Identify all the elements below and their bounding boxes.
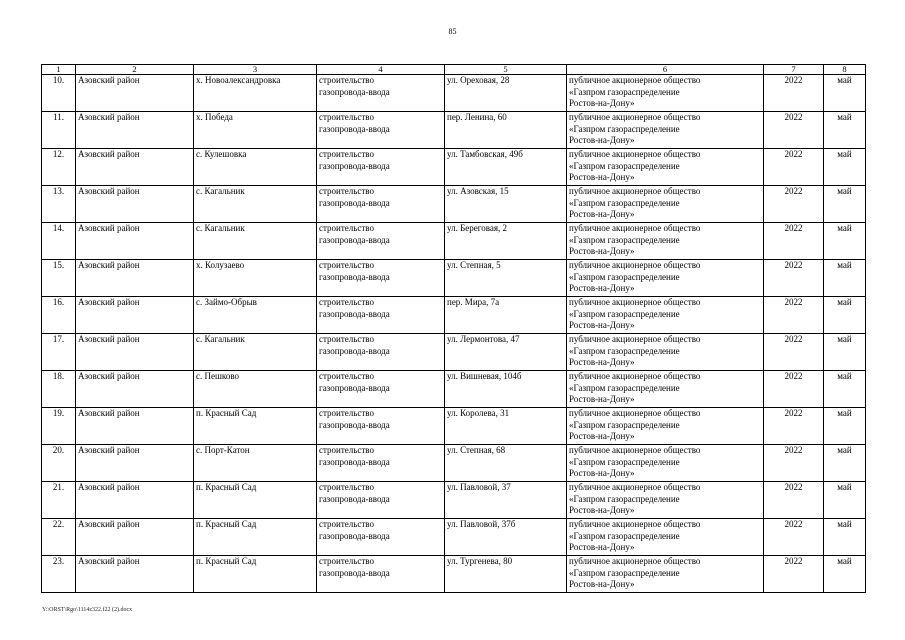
- work-type-cell-line: строительство: [319, 445, 374, 455]
- locality-cell-line: п. Красный Сад: [196, 556, 257, 566]
- row-number: [42, 223, 76, 260]
- year-cell-line: 2022: [784, 445, 803, 455]
- district-cell: [76, 408, 194, 445]
- locality-cell: [194, 75, 317, 112]
- table-row: [42, 297, 866, 334]
- work-type-cell-line: газопровода-ввода: [319, 456, 390, 467]
- organization-cell: [567, 482, 764, 519]
- work-type-cell-line: строительство: [319, 556, 374, 566]
- organization-cell: [567, 186, 764, 223]
- month-cell-line: май: [837, 149, 852, 159]
- district-cell-line: Азовский район: [78, 408, 140, 418]
- year-cell-line: 2022: [784, 519, 803, 529]
- district-cell-line: Азовский район: [78, 223, 140, 233]
- work-type-cell-line: строительство: [319, 223, 374, 233]
- address-cell: [445, 186, 567, 223]
- locality-cell: [194, 112, 317, 149]
- address-cell-line: ул. Степная, 5: [447, 260, 501, 270]
- organization-cell-line: «Газпром газораспределение: [569, 86, 680, 97]
- year-cell: [764, 297, 824, 334]
- address-cell-line: ул. Степная, 68: [447, 445, 506, 455]
- district-cell: [76, 445, 194, 482]
- work-type-cell-line: газопровода-ввода: [319, 493, 390, 504]
- organization-cell-line: Ростов-на-Дону»: [569, 172, 635, 182]
- gasification-table: [41, 64, 866, 593]
- district-cell-line: Азовский район: [78, 186, 140, 196]
- column-number: 5: [445, 65, 567, 75]
- year-cell: [764, 75, 824, 112]
- organization-cell-line: Ростов-на-Дону»: [569, 209, 635, 219]
- address-cell: [445, 149, 567, 186]
- district-cell-line: Азовский район: [78, 519, 140, 529]
- month-cell: [824, 75, 866, 112]
- locality-cell-line: п. Красный Сад: [196, 408, 257, 418]
- address-cell-line: пер. Мира, 7а: [447, 297, 500, 307]
- year-cell-line: 2022: [784, 260, 803, 270]
- organization-cell-line: «Газпром газораспределение: [569, 271, 680, 282]
- address-cell: [445, 482, 567, 519]
- table-row: [42, 371, 866, 408]
- organization-cell-line: публичное акционерное общество: [569, 408, 701, 418]
- month-cell: [824, 112, 866, 149]
- year-cell-line: 2022: [784, 75, 803, 85]
- year-cell-line: 2022: [784, 556, 803, 566]
- address-cell: [445, 75, 567, 112]
- work-type-cell-line: газопровода-ввода: [319, 419, 390, 430]
- district-cell: [76, 75, 194, 112]
- address-cell: [445, 556, 567, 593]
- organization-cell-line: Ростов-на-Дону»: [569, 579, 635, 589]
- work-type-cell-line: газопровода-ввода: [319, 382, 390, 393]
- row-number-line: 13.: [52, 186, 65, 196]
- year-cell-line: 2022: [784, 371, 803, 381]
- year-cell: [764, 223, 824, 260]
- work-type-cell-line: газопровода-ввода: [319, 308, 390, 319]
- locality-cell: [194, 445, 317, 482]
- row-number: [42, 260, 76, 297]
- locality-cell-line: с. Пешково: [196, 371, 240, 381]
- address-cell-line: ул. Ореховая, 28: [447, 75, 510, 85]
- district-cell-line: Азовский район: [78, 260, 140, 270]
- page-number: 85: [448, 27, 457, 36]
- address-cell: [445, 223, 567, 260]
- address-cell: [445, 112, 567, 149]
- organization-cell: [567, 519, 764, 556]
- organization-cell: [567, 445, 764, 482]
- footer-file-path: Y:\ORST\Rgo\1114z322.f22 (2).docx: [42, 607, 133, 613]
- organization-cell-line: публичное акционерное общество: [569, 519, 701, 529]
- row-number-line: 18.: [52, 371, 65, 381]
- organization-cell-line: Ростов-на-Дону»: [569, 98, 635, 108]
- month-cell-line: май: [837, 371, 852, 381]
- work-type-cell: [317, 519, 445, 556]
- locality-cell: [194, 482, 317, 519]
- organization-cell-line: публичное акционерное общество: [569, 112, 701, 122]
- locality-cell-line: с. Порт-Катон: [196, 445, 250, 455]
- organization-cell-line: публичное акционерное общество: [569, 371, 701, 381]
- table-row: [42, 445, 866, 482]
- year-cell: [764, 334, 824, 371]
- year-cell-line: 2022: [784, 112, 803, 122]
- organization-cell-line: «Газпром газораспределение: [569, 382, 680, 393]
- address-cell-line: ул. Береговая, 2: [447, 223, 507, 233]
- organization-cell: [567, 223, 764, 260]
- table-row: [42, 482, 866, 519]
- month-cell: [824, 149, 866, 186]
- district-cell-line: Азовский район: [78, 297, 140, 307]
- row-number: [42, 334, 76, 371]
- address-cell-line: пер. Ленина, 60: [447, 112, 507, 122]
- year-cell: [764, 445, 824, 482]
- work-type-cell-line: строительство: [319, 260, 374, 270]
- address-cell: [445, 371, 567, 408]
- district-cell-line: Азовский район: [78, 149, 140, 159]
- organization-cell: [567, 334, 764, 371]
- district-cell: [76, 556, 194, 593]
- row-number: [42, 519, 76, 556]
- address-cell: [445, 297, 567, 334]
- address-cell: [445, 519, 567, 556]
- year-cell-line: 2022: [784, 482, 803, 492]
- row-number-line: 23.: [52, 556, 65, 566]
- work-type-cell: [317, 75, 445, 112]
- month-cell-line: май: [837, 223, 852, 233]
- year-cell: [764, 186, 824, 223]
- work-type-cell: [317, 445, 445, 482]
- district-cell: [76, 371, 194, 408]
- column-number: 7: [764, 65, 824, 75]
- work-type-cell: [317, 408, 445, 445]
- year-cell-line: 2022: [784, 149, 803, 159]
- row-number-line: 22.: [52, 519, 65, 529]
- row-number-line: 19.: [52, 408, 65, 418]
- work-type-cell-line: газопровода-ввода: [319, 86, 390, 97]
- month-cell: [824, 334, 866, 371]
- table-row: [42, 149, 866, 186]
- table-row: [42, 223, 866, 260]
- year-cell-line: 2022: [784, 334, 803, 344]
- locality-cell-line: х. Колузаево: [196, 260, 245, 270]
- organization-cell-line: публичное акционерное общество: [569, 149, 701, 159]
- district-cell: [76, 112, 194, 149]
- locality-cell-line: с. Займо-Обрыв: [196, 297, 257, 307]
- organization-cell-line: публичное акционерное общество: [569, 223, 701, 233]
- organization-cell-line: публичное акционерное общество: [569, 556, 701, 566]
- district-cell-line: Азовский район: [78, 556, 140, 566]
- column-number: 2: [76, 65, 194, 75]
- organization-cell: [567, 112, 764, 149]
- year-cell: [764, 260, 824, 297]
- district-cell-line: Азовский район: [78, 371, 140, 381]
- locality-cell: [194, 186, 317, 223]
- organization-cell-line: «Газпром газораспределение: [569, 123, 680, 134]
- organization-cell-line: Ростов-на-Дону»: [569, 542, 635, 552]
- year-cell-line: 2022: [784, 297, 803, 307]
- locality-cell: [194, 149, 317, 186]
- month-cell-line: май: [837, 556, 852, 566]
- table-row: [42, 75, 866, 112]
- district-cell: [76, 334, 194, 371]
- organization-cell: [567, 297, 764, 334]
- month-cell: [824, 371, 866, 408]
- locality-cell: [194, 260, 317, 297]
- work-type-cell-line: газопровода-ввода: [319, 567, 390, 578]
- organization-cell-line: публичное акционерное общество: [569, 186, 701, 196]
- year-cell: [764, 112, 824, 149]
- year-cell: [764, 519, 824, 556]
- work-type-cell-line: газопровода-ввода: [319, 197, 390, 208]
- month-cell: [824, 519, 866, 556]
- locality-cell: [194, 334, 317, 371]
- month-cell-line: май: [837, 408, 852, 418]
- year-cell-line: 2022: [784, 186, 803, 196]
- column-number: 8: [824, 65, 866, 75]
- organization-cell-line: «Газпром газораспределение: [569, 197, 680, 208]
- row-number: [42, 556, 76, 593]
- organization-cell-line: публичное акционерное общество: [569, 445, 701, 455]
- work-type-cell: [317, 371, 445, 408]
- row-number-line: 15.: [52, 260, 65, 270]
- row-number-line: 17.: [52, 334, 65, 344]
- district-cell: [76, 297, 194, 334]
- address-cell: [445, 445, 567, 482]
- district-cell-line: Азовский район: [78, 75, 140, 85]
- work-type-cell-line: строительство: [319, 408, 374, 418]
- locality-cell: [194, 556, 317, 593]
- month-cell-line: май: [837, 445, 852, 455]
- organization-cell-line: публичное акционерное общество: [569, 334, 701, 344]
- address-cell-line: ул. Тамбовская, 49б: [447, 149, 523, 159]
- column-number: 3: [194, 65, 317, 75]
- locality-cell-line: с. Кулешовка: [196, 149, 247, 159]
- column-number-row: [42, 65, 866, 75]
- organization-cell-line: «Газпром газораспределение: [569, 160, 680, 171]
- table-row: [42, 260, 866, 297]
- address-cell-line: ул. Королева, 31: [447, 408, 510, 418]
- organization-cell-line: «Газпром газораспределение: [569, 234, 680, 245]
- month-cell-line: май: [837, 260, 852, 270]
- organization-cell-line: публичное акционерное общество: [569, 297, 701, 307]
- row-number: [42, 445, 76, 482]
- locality-cell-line: п. Красный Сад: [196, 482, 257, 492]
- row-number: [42, 149, 76, 186]
- year-cell: [764, 482, 824, 519]
- organization-cell-line: публичное акционерное общество: [569, 260, 701, 270]
- address-cell-line: ул. Вишневая, 104б: [447, 371, 522, 381]
- organization-cell-line: Ростов-на-Дону»: [569, 357, 635, 367]
- month-cell: [824, 556, 866, 593]
- district-cell-line: Азовский район: [78, 334, 140, 344]
- work-type-cell-line: строительство: [319, 334, 374, 344]
- locality-cell: [194, 223, 317, 260]
- work-type-cell: [317, 223, 445, 260]
- work-type-cell: [317, 556, 445, 593]
- year-cell-line: 2022: [784, 408, 803, 418]
- organization-cell-line: «Газпром газораспределение: [569, 567, 680, 578]
- row-number: [42, 408, 76, 445]
- work-type-cell-line: газопровода-ввода: [319, 123, 390, 134]
- organization-cell: [567, 75, 764, 112]
- work-type-cell-line: строительство: [319, 371, 374, 381]
- row-number: [42, 297, 76, 334]
- row-number-line: 10.: [52, 75, 65, 85]
- column-number: 6: [567, 65, 764, 75]
- work-type-cell-line: строительство: [319, 75, 374, 85]
- month-cell-line: май: [837, 297, 852, 307]
- district-cell-line: Азовский район: [78, 445, 140, 455]
- address-cell-line: ул. Павловой, 37: [447, 482, 511, 492]
- organization-cell-line: «Газпром газораспределение: [569, 530, 680, 541]
- work-type-cell: [317, 149, 445, 186]
- organization-cell: [567, 260, 764, 297]
- year-cell-line: 2022: [784, 223, 803, 233]
- month-cell: [824, 260, 866, 297]
- work-type-cell: [317, 186, 445, 223]
- month-cell: [824, 408, 866, 445]
- work-type-cell-line: газопровода-ввода: [319, 160, 390, 171]
- work-type-cell-line: строительство: [319, 112, 374, 122]
- organization-cell: [567, 371, 764, 408]
- address-cell-line: ул. Павловой, 37б: [447, 519, 516, 529]
- year-cell: [764, 371, 824, 408]
- locality-cell-line: х. Новоалександровка: [196, 75, 281, 85]
- work-type-cell: [317, 482, 445, 519]
- locality-cell-line: п. Красный Сад: [196, 519, 257, 529]
- district-cell-line: Азовский район: [78, 112, 140, 122]
- year-cell: [764, 149, 824, 186]
- row-number-line: 20.: [52, 445, 65, 455]
- table-row: [42, 556, 866, 593]
- organization-cell-line: Ростов-на-Дону»: [569, 246, 635, 256]
- work-type-cell-line: строительство: [319, 519, 374, 529]
- organization-cell: [567, 408, 764, 445]
- month-cell: [824, 445, 866, 482]
- month-cell-line: май: [837, 519, 852, 529]
- district-cell: [76, 519, 194, 556]
- organization-cell-line: «Газпром газораспределение: [569, 493, 680, 504]
- organization-cell: [567, 149, 764, 186]
- column-number: 1: [42, 65, 76, 75]
- month-cell-line: май: [837, 112, 852, 122]
- work-type-cell: [317, 297, 445, 334]
- address-cell: [445, 408, 567, 445]
- row-number-line: 11.: [53, 112, 64, 122]
- work-type-cell-line: строительство: [319, 186, 374, 196]
- address-cell: [445, 260, 567, 297]
- organization-cell-line: публичное акционерное общество: [569, 482, 701, 492]
- district-cell: [76, 482, 194, 519]
- organization-cell: [567, 556, 764, 593]
- row-number-line: 12.: [52, 149, 65, 159]
- row-number-line: 14.: [52, 223, 65, 233]
- district-cell: [76, 149, 194, 186]
- locality-cell-line: с. Кагальник: [196, 334, 245, 344]
- table-row: [42, 519, 866, 556]
- month-cell-line: май: [837, 186, 852, 196]
- organization-cell-line: Ростов-на-Дону»: [569, 320, 635, 330]
- organization-cell-line: Ростов-на-Дону»: [569, 283, 635, 293]
- month-cell: [824, 297, 866, 334]
- row-number: [42, 75, 76, 112]
- work-type-cell: [317, 334, 445, 371]
- month-cell-line: май: [837, 75, 852, 85]
- work-type-cell-line: газопровода-ввода: [319, 234, 390, 245]
- organization-cell-line: «Газпром газораспределение: [569, 308, 680, 319]
- work-type-cell-line: газопровода-ввода: [319, 345, 390, 356]
- table-row: [42, 112, 866, 149]
- row-number-line: 16.: [52, 297, 65, 307]
- organization-cell-line: Ростов-на-Дону»: [569, 505, 635, 515]
- month-cell: [824, 223, 866, 260]
- locality-cell-line: х. Победа: [196, 112, 233, 122]
- address-cell-line: ул. Лермонтова, 47: [447, 334, 520, 344]
- organization-cell-line: «Газпром газораспределение: [569, 456, 680, 467]
- month-cell-line: май: [837, 334, 852, 344]
- work-type-cell: [317, 260, 445, 297]
- work-type-cell: [317, 112, 445, 149]
- locality-cell: [194, 408, 317, 445]
- year-cell: [764, 556, 824, 593]
- column-number: 4: [317, 65, 445, 75]
- locality-cell-line: с. Кагальник: [196, 186, 245, 196]
- table-row: [42, 334, 866, 371]
- month-cell: [824, 482, 866, 519]
- district-cell: [76, 260, 194, 297]
- row-number: [42, 112, 76, 149]
- organization-cell-line: Ростов-на-Дону»: [569, 135, 635, 145]
- row-number: [42, 482, 76, 519]
- work-type-cell-line: строительство: [319, 297, 374, 307]
- district-cell-line: Азовский район: [78, 482, 140, 492]
- district-cell: [76, 223, 194, 260]
- row-number-line: 21.: [52, 482, 65, 492]
- year-cell: [764, 408, 824, 445]
- table-row: [42, 408, 866, 445]
- row-number: [42, 186, 76, 223]
- work-type-cell-line: строительство: [319, 149, 374, 159]
- work-type-cell-line: строительство: [319, 482, 374, 492]
- locality-cell: [194, 519, 317, 556]
- month-cell-line: май: [837, 482, 852, 492]
- locality-cell: [194, 297, 317, 334]
- address-cell-line: ул. Азовская, 15: [447, 186, 509, 196]
- district-cell: [76, 186, 194, 223]
- organization-cell-line: «Газпром газораспределение: [569, 419, 680, 430]
- address-cell: [445, 334, 567, 371]
- locality-cell: [194, 371, 317, 408]
- work-type-cell-line: газопровода-ввода: [319, 271, 390, 282]
- organization-cell-line: Ростов-на-Дону»: [569, 394, 635, 404]
- work-type-cell-line: газопровода-ввода: [319, 530, 390, 541]
- month-cell: [824, 186, 866, 223]
- organization-cell-line: публичное акционерное общество: [569, 75, 701, 85]
- row-number: [42, 371, 76, 408]
- organization-cell-line: Ростов-на-Дону»: [569, 468, 635, 478]
- address-cell-line: ул. Тургенева, 80: [447, 556, 513, 566]
- organization-cell-line: Ростов-на-Дону»: [569, 431, 635, 441]
- organization-cell-line: «Газпром газораспределение: [569, 345, 680, 356]
- locality-cell-line: с. Кагальник: [196, 223, 245, 233]
- table-row: [42, 186, 866, 223]
